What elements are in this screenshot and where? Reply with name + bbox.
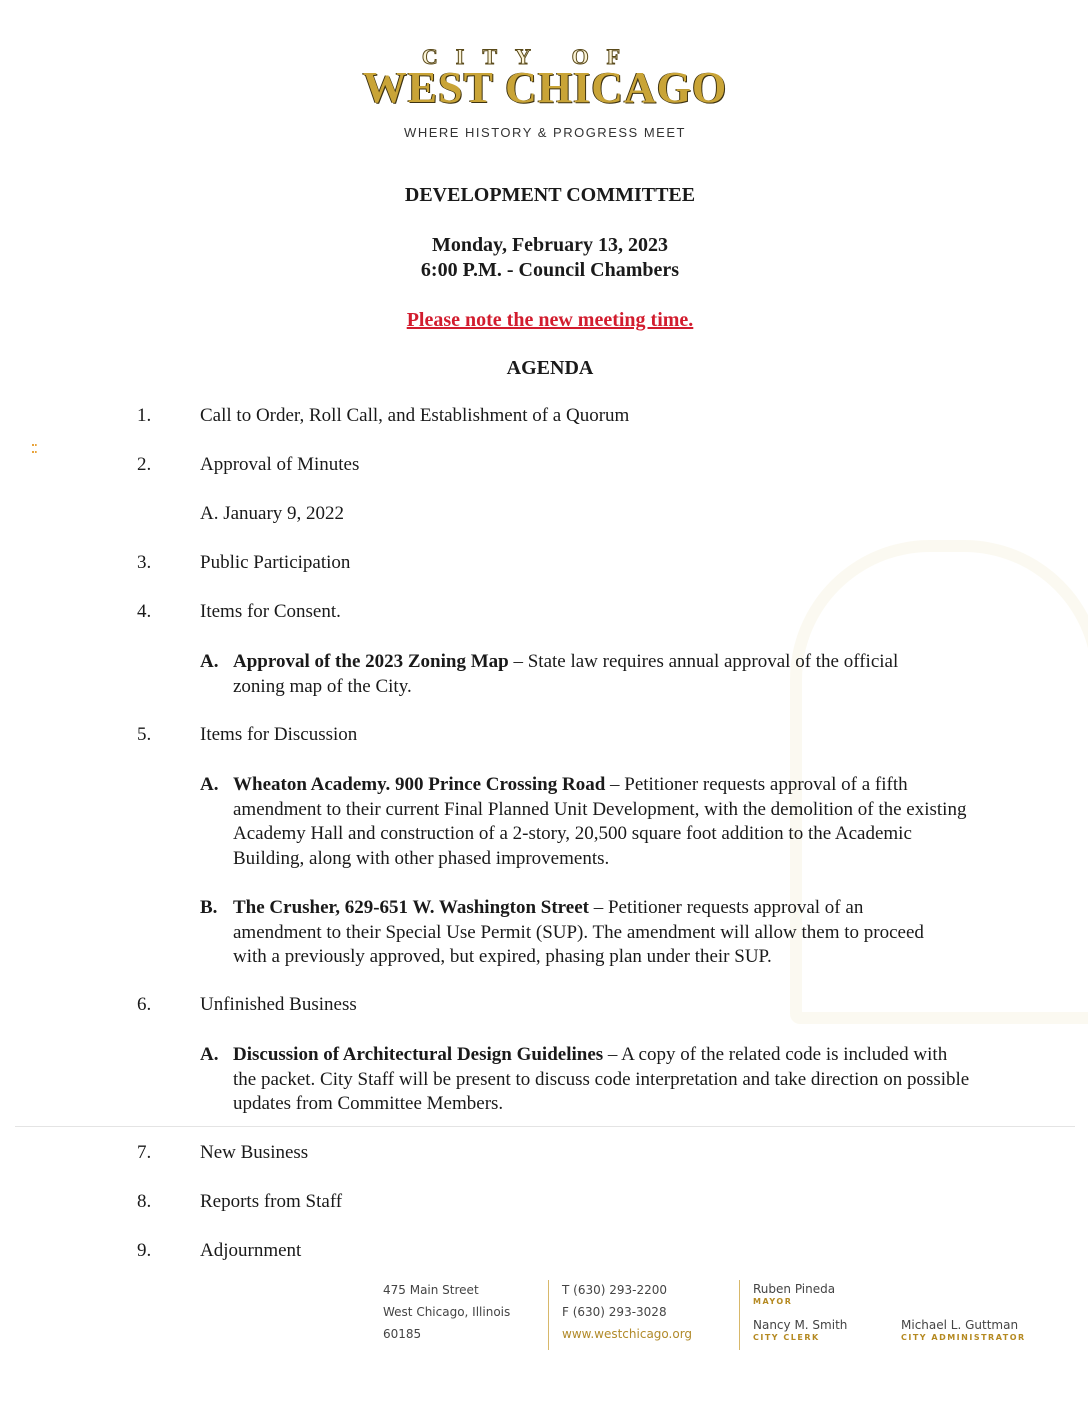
website-link[interactable]: www.westchicago.org	[562, 1327, 693, 1341]
discussion-item-a	[200, 773, 970, 871]
footer-separator	[548, 1280, 549, 1350]
address-street: 475 Main Street	[383, 1283, 479, 1297]
divider	[15, 1126, 1075, 1127]
item-label: Public Participation	[200, 552, 351, 573]
logo-tagline: WHERE HISTORY & PROGRESS MEET	[404, 125, 686, 140]
phone-number: T (630) 293-2200	[562, 1283, 667, 1297]
footer-officials	[753, 1281, 847, 1343]
clerk-name: Nancy M. Smith	[753, 1318, 848, 1332]
address-city: West Chicago, Illinois	[383, 1305, 511, 1319]
sub-text: – State law requires annual approval of the official zoning map of the City.	[233, 651, 899, 697]
agenda-title: AGENDA	[506, 357, 594, 379]
consent-item-a	[200, 650, 920, 699]
sub-title: Approval of the 2023 Zoning Map	[233, 651, 509, 672]
sub-text: – Petitioner requests approval of a fifth amendment to their current Final Planned Unit Development, with the demolition of the existing Academy Hall and construction of a 2-story, 20,500 square foot addition to the Academic Building, along with other phased improvements.	[233, 774, 967, 869]
item-label: Call to Order, Roll Call, and Establishment of a Quorum	[200, 405, 630, 426]
footer-administrator	[901, 1317, 1026, 1343]
item-number: 5.	[137, 724, 152, 745]
clerk-role: CITY CLERK	[753, 1333, 820, 1342]
item-number: 3.	[137, 552, 152, 573]
sub-letter: B.	[200, 897, 218, 918]
item-number: 8.	[137, 1191, 152, 1212]
time-change-notice: Please note the new meeting time.	[406, 309, 694, 331]
committee-title: DEVELOPMENT COMMITTEE	[404, 184, 696, 206]
item-label: Items for Discussion	[200, 724, 358, 745]
sub-letter: A.	[200, 774, 219, 795]
footer-separator	[739, 1280, 740, 1350]
minutes-date: A. January 9, 2022	[200, 503, 345, 524]
sub-title: The Crusher, 629-651 W. Washington Street	[233, 897, 589, 918]
sub-text: – Petitioner requests approval of an amendment to their Special Use Permit (SUP). The amendment will allow them to proceed with a previously approved, but expired, phasing plan under their SUP.	[233, 897, 924, 967]
meeting-date: Monday, February 13, 2023	[431, 234, 669, 256]
sub-letter: A.	[200, 651, 219, 672]
item-label: Approval of Minutes	[200, 454, 360, 475]
item-number: 6.	[137, 994, 152, 1015]
footer-contact	[562, 1279, 692, 1345]
item-number: 4.	[137, 601, 152, 622]
sub-title: Wheaton Academy. 900 Prince Crossing Road	[233, 774, 606, 795]
logo-city-of: CITY OF	[421, 44, 639, 69]
unfinished-item-a	[200, 1043, 970, 1117]
admin-role: CITY ADMINISTRATOR	[901, 1333, 1026, 1342]
item-label: Adjournment	[200, 1240, 302, 1261]
item-label: Unfinished Business	[200, 994, 357, 1015]
item-label: New Business	[200, 1142, 309, 1163]
mayor-name: Ruben Pineda	[753, 1282, 836, 1296]
item-number: 2.	[137, 454, 152, 475]
discussion-item-b	[200, 896, 950, 970]
footer-address	[383, 1279, 510, 1345]
item-label: Reports from Staff	[200, 1191, 343, 1212]
margin-mark	[32, 444, 37, 453]
logo-city-name: WEST CHICAGO	[362, 63, 728, 112]
fax-number: F (630) 293-3028	[562, 1305, 667, 1319]
meeting-time-place: 6:00 P.M. - Council Chambers	[420, 259, 680, 281]
item-number: 9.	[137, 1240, 152, 1261]
mayor-role: MAYOR	[753, 1297, 793, 1306]
address-zip: 60185	[383, 1327, 422, 1341]
sub-title: Discussion of Architectural Design Guidelines	[233, 1044, 604, 1065]
sub-text: – A copy of the related code is included with the packet. City Staff will be present to discuss code interpretation and take direction on possible updates from Committee Members.	[233, 1044, 970, 1114]
item-label: Items for Consent.	[200, 601, 341, 622]
item-number: 7.	[137, 1142, 152, 1163]
admin-name: Michael L. Guttman	[901, 1318, 1019, 1332]
item-number: 1.	[137, 405, 152, 426]
sub-letter: A.	[200, 1044, 219, 1065]
